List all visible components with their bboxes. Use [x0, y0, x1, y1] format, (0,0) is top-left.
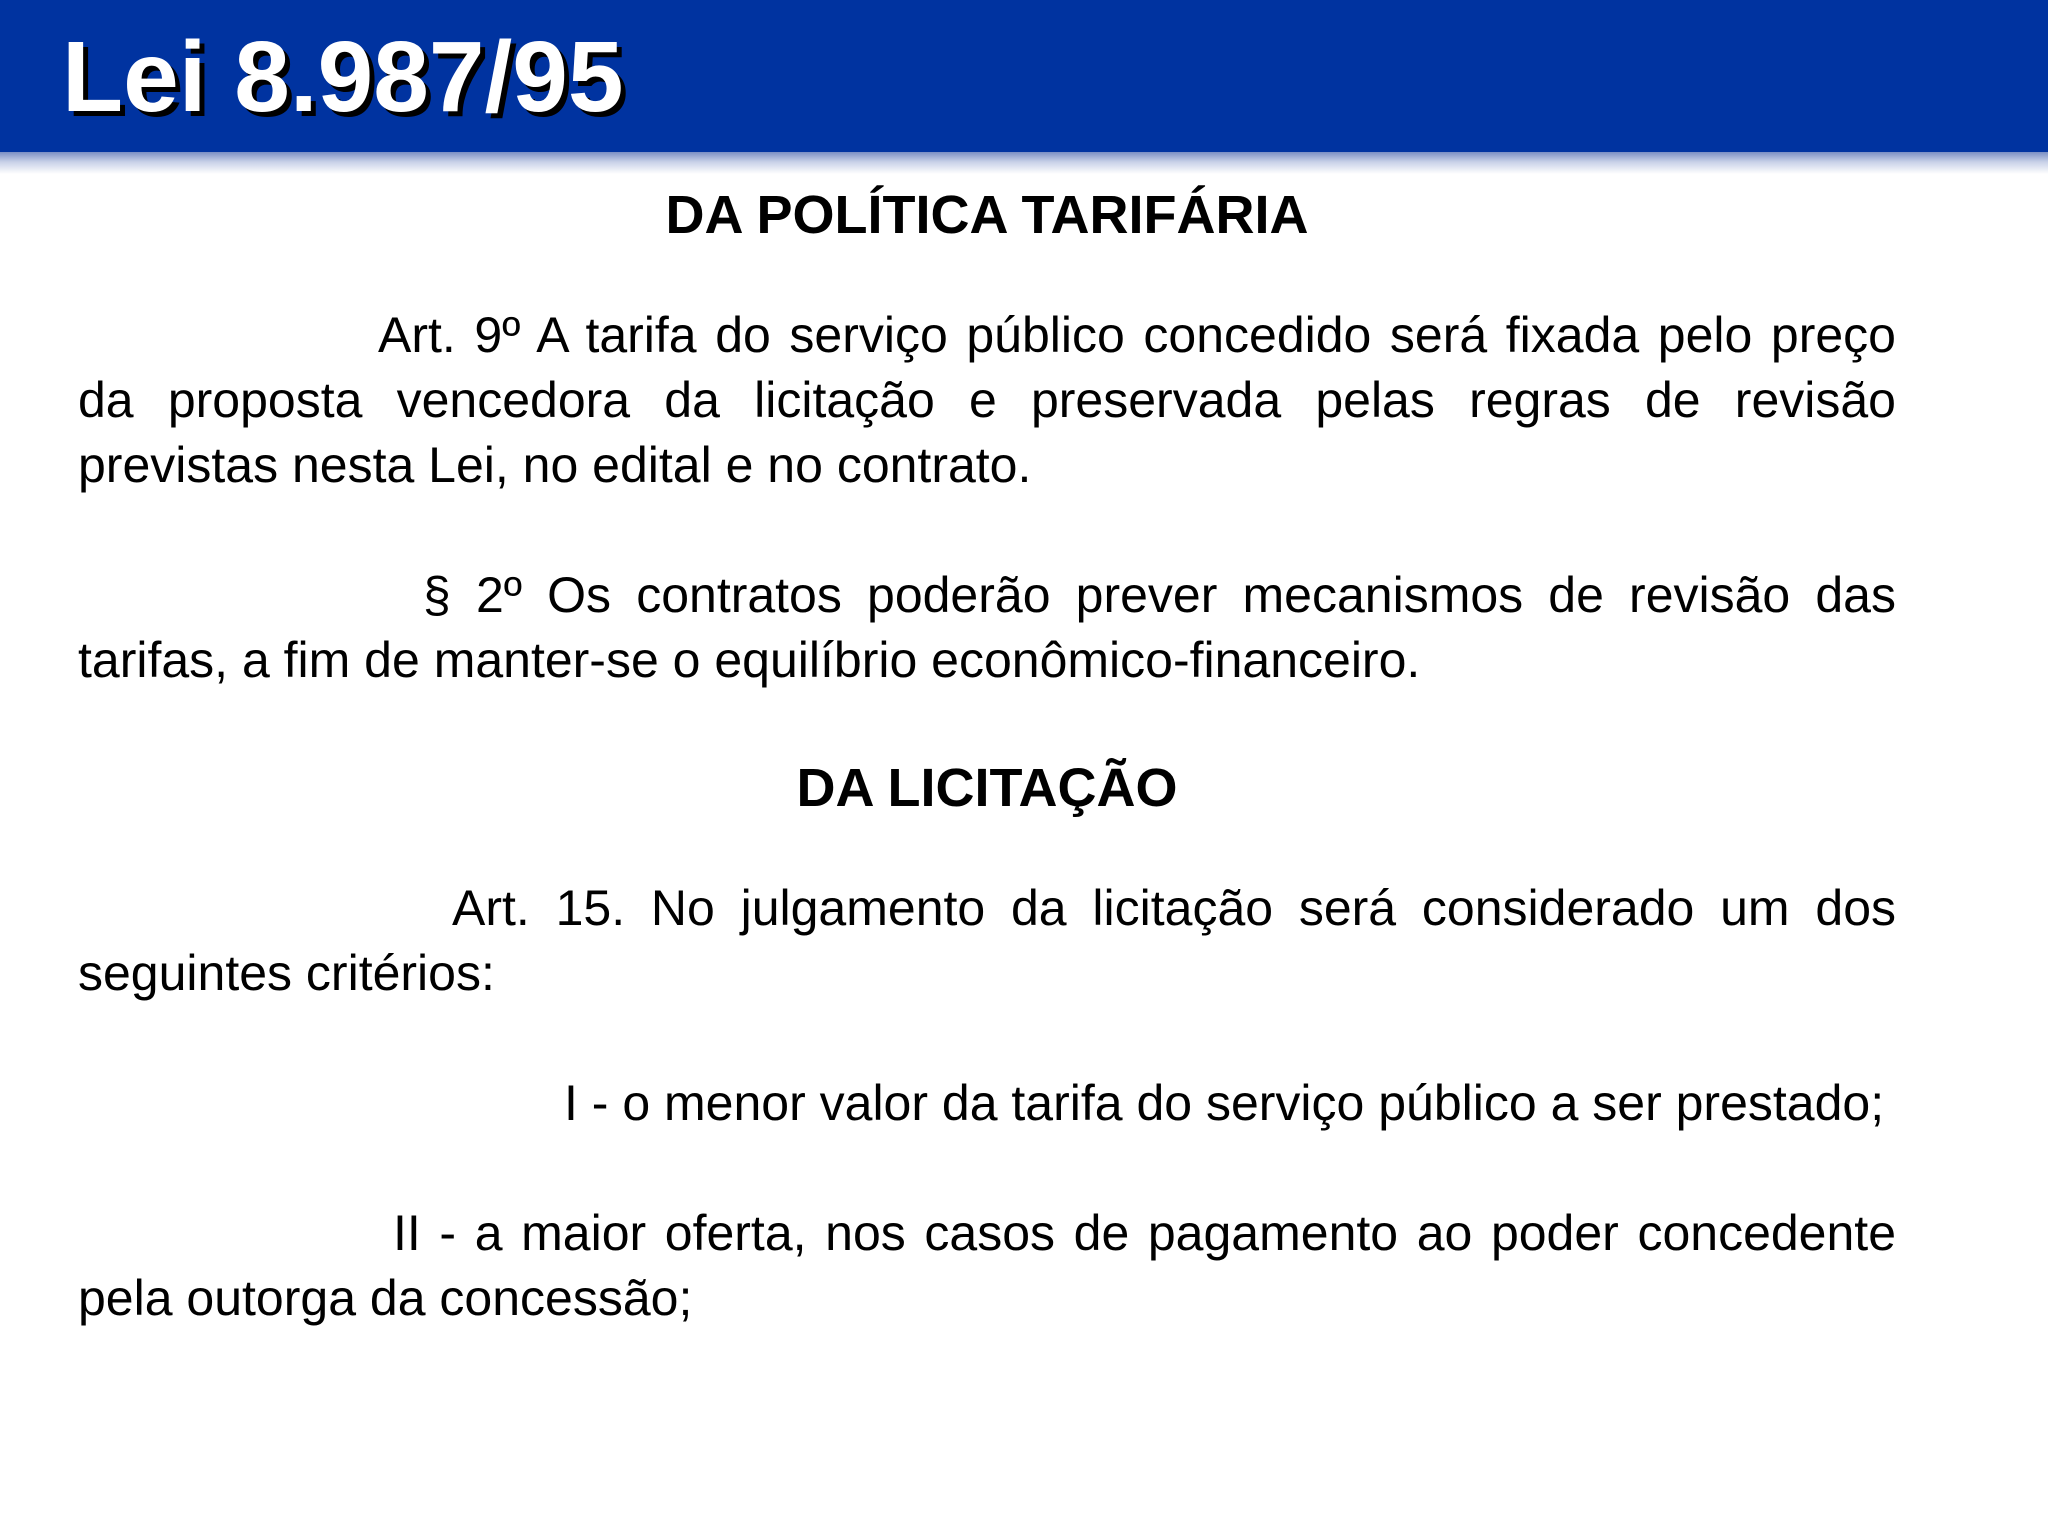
slide-body [78, 183, 1896, 1331]
spacer [78, 1136, 1896, 1201]
paragraph-art-9: Art. 9º A tarifa do serviço público concedido será fixada pelo preço da proposta vencedora da licitação e preservada pelas regras de revisão previstas nesta Lei, no edital e no contrato. [78, 307, 1896, 493]
section-heading-politica-tarifaria: DA POLÍTICA TARIFÁRIA [665, 185, 1309, 245]
paragraph-item-i: I - o menor valor da tarifa do serviço público a ser prestado; [564, 1075, 1885, 1131]
spacer [78, 247, 1896, 303]
title-bar [0, 0, 2048, 152]
spacer [78, 693, 1896, 756]
spacer [78, 1006, 1896, 1071]
paragraph-art-9-par-2: § 2º Os contratos poderão prever mecanismos de revisão das tarifas, a fim de manter-se o equilíbrio econômico-financeiro. [78, 567, 1896, 688]
paragraph-art-15: Art. 15. No julgamento da licitação será considerado um dos seguintes critérios: [78, 880, 1896, 1001]
title-bar-shadow [0, 152, 2048, 174]
slide-title: Lei 8.987/95 [62, 21, 624, 133]
spacer [78, 820, 1896, 876]
spacer [78, 498, 1896, 563]
section-heading-licitacao: DA LICITAÇÃO [796, 758, 1178, 818]
paragraph-item-ii: II - a maior oferta, nos casos de pagamento ao poder concedente pela outorga da concessão; [78, 1205, 1896, 1326]
